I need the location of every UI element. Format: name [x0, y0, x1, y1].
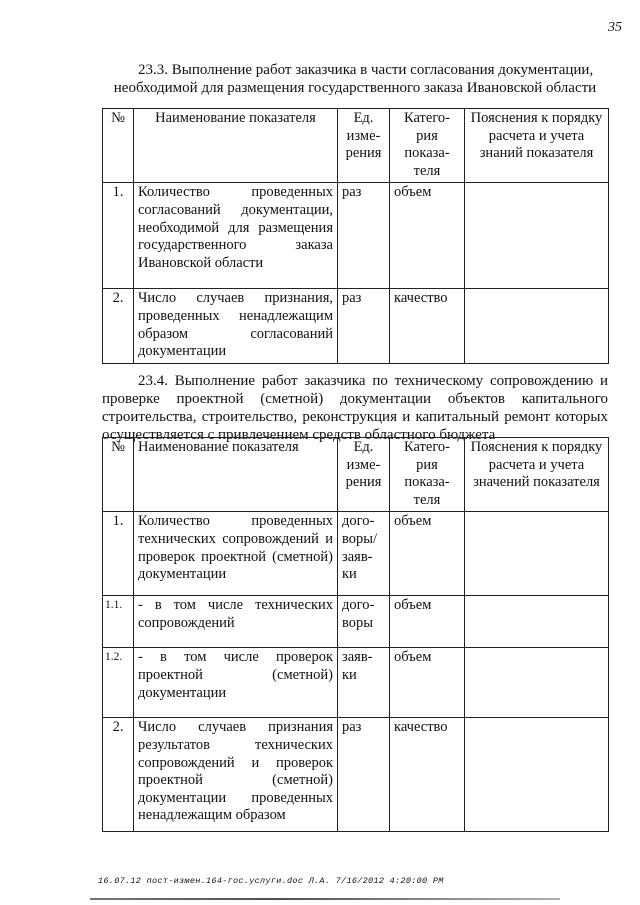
header-name: Наименование показателя — [134, 109, 338, 183]
row-notes — [465, 183, 609, 289]
row-num: 1.1. — [103, 596, 134, 648]
row-name: Количество проведенных согласований документации, необходимой для размещения государственного заказа Ивановской области — [134, 183, 338, 289]
row-unit: дого-воры/ заяв-ки — [338, 512, 390, 596]
header-name: Наименование показателя — [134, 438, 338, 512]
header-unit: Ед. изме-рения — [338, 109, 390, 183]
section-23-3-heading-line2: необходимой для размещения государственного заказа Ивановской области — [113, 80, 597, 96]
row-name: - в том числе проверок проектной (сметной) документации — [134, 648, 338, 718]
table-row — [103, 289, 609, 363]
table-header-row — [103, 438, 609, 512]
row-unit: раз — [338, 183, 390, 289]
row-num: 1.2. — [103, 648, 134, 718]
row-category: объем — [390, 596, 465, 648]
header-category: Катего-рия показа-теля — [390, 109, 465, 183]
row-unit: раз — [338, 718, 390, 832]
header-unit: Ед. изме-рения — [338, 438, 390, 512]
row-notes — [465, 596, 609, 648]
row-notes — [465, 289, 609, 363]
row-name: Число случаев признания результатов технических сопровождений и проверок проектной (сметной) документации проведенных ненадлежащим образом — [134, 718, 338, 832]
table-row — [103, 183, 609, 289]
row-num: 2. — [103, 718, 134, 832]
row-notes — [465, 718, 609, 832]
table-row — [103, 718, 609, 832]
header-num: № — [103, 109, 134, 183]
row-category: качество — [390, 289, 465, 363]
section-23-3-heading-line1: 23.3. Выполнение работ заказчика в части согласования документации, — [138, 62, 594, 78]
row-name: Количество проведенных технических сопровождений и проверок проектной (сметной) документации — [134, 512, 338, 596]
row-unit: заяв-ки — [338, 648, 390, 718]
row-unit: раз — [338, 289, 390, 363]
row-name: Число случаев признания, проведенных ненадлежащим образом согласований документации — [134, 289, 338, 363]
row-category: объем — [390, 512, 465, 596]
row-num: 1. — [103, 183, 134, 289]
section-23-4-heading-text: 23.4. Выполнение работ заказчика по техническому сопровождению и проверке проектной (сметной) документации объектов капитального строительства, строительство, реконструкция и капитальный ремонт которых осуществляется с привлечением средств областного бюджета — [102, 373, 608, 443]
table-row — [103, 648, 609, 718]
indicators-table-23-4 — [102, 437, 609, 832]
row-notes — [465, 648, 609, 718]
header-notes: Пояснения к порядку расчета и учета знаний показателя — [465, 109, 609, 183]
document-footer: 16.07.12 пост-измен.164-гос.услуги.doc Л.А. 7/16/2012 4:20:00 PM — [98, 876, 444, 886]
row-num: 1. — [103, 512, 134, 596]
section-23-4-heading — [102, 372, 608, 444]
row-unit: дого-воры — [338, 596, 390, 648]
header-category: Катего-рия показа-теля — [390, 438, 465, 512]
row-category: качество — [390, 718, 465, 832]
row-notes — [465, 512, 609, 596]
row-category: объем — [390, 183, 465, 289]
row-name: - в том числе технических сопровождений — [134, 596, 338, 648]
row-num: 2. — [103, 289, 134, 363]
header-num: № — [103, 438, 134, 512]
scan-edge-line — [90, 898, 560, 900]
header-notes: Пояснения к порядку расчета и учета значений показателя — [465, 438, 609, 512]
row-category: объем — [390, 648, 465, 718]
section-23-3-heading — [102, 61, 608, 97]
table-header-row — [103, 109, 609, 183]
table-row — [103, 596, 609, 648]
page-number: 35 — [608, 20, 622, 35]
table-row — [103, 512, 609, 596]
indicators-table-23-3 — [102, 108, 609, 364]
